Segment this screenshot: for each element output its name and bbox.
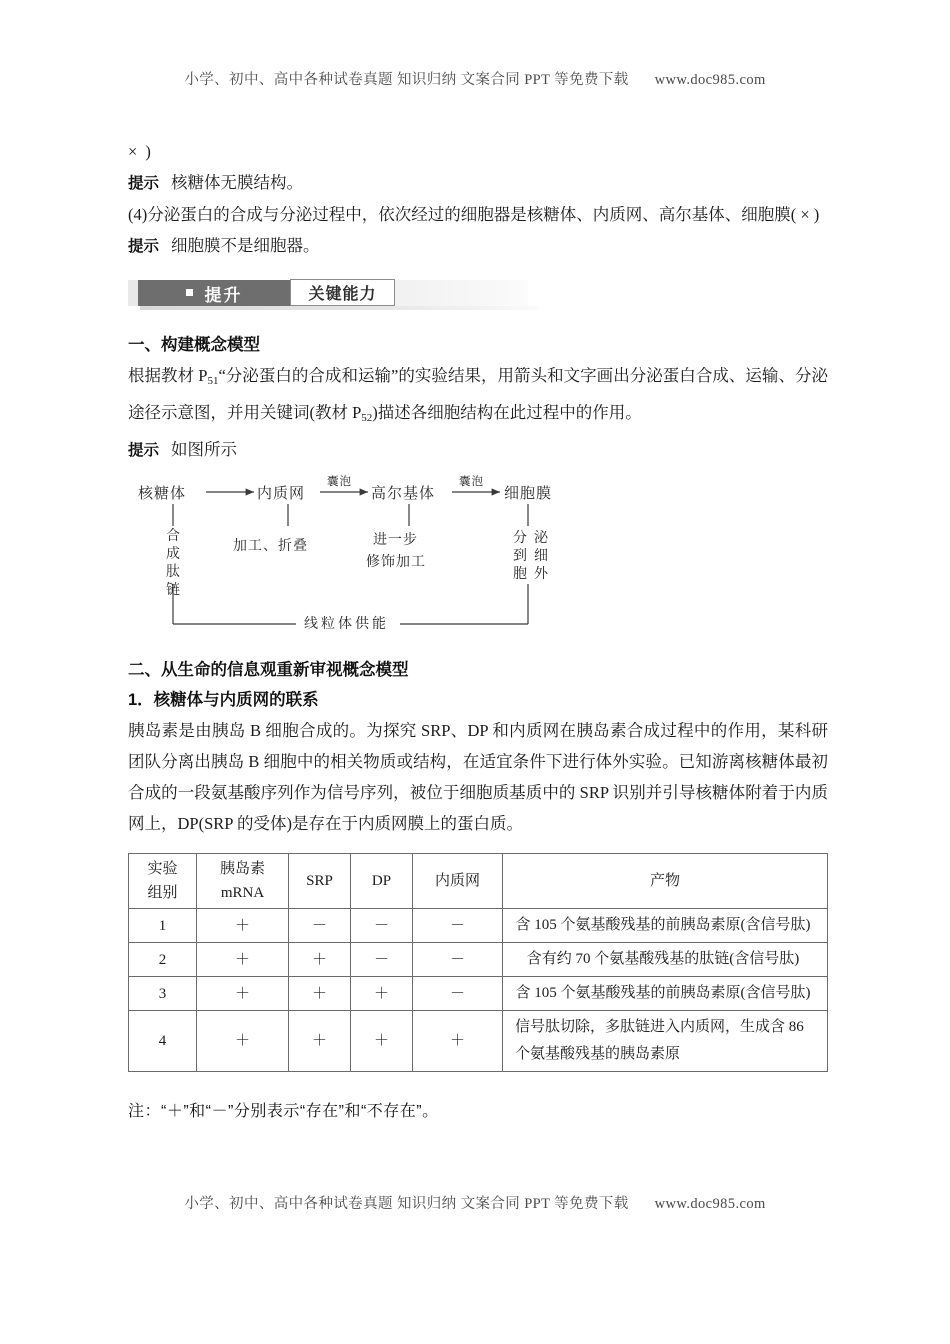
tip-line-3 — [128, 434, 828, 466]
table-header-row — [129, 854, 828, 909]
diagram-node-ribosome: 核糖体 — [138, 486, 187, 502]
textbook-page-51: 51 — [207, 375, 219, 387]
diagram-lines-svg — [128, 474, 828, 649]
cell-mrna: ＋ — [197, 943, 289, 977]
cell-mrna: ＋ — [197, 977, 289, 1011]
running-footer — [0, 1192, 950, 1213]
orphan-answer-line: × ) — [128, 142, 153, 161]
tip-text: 细胞膜不是细胞器。 — [171, 236, 320, 255]
banner-right-label: 关键能力 — [308, 286, 377, 303]
cell-er: － — [413, 943, 503, 977]
running-footer-url: www.doc985.com — [654, 1196, 766, 1212]
table-row — [129, 943, 828, 977]
header-group-line1: 实验 — [147, 861, 178, 877]
diagram-annotation-mitochondria: 线粒体供能 — [304, 617, 389, 632]
tip-text: 如图所示 — [171, 440, 238, 459]
cell-er: － — [413, 909, 503, 943]
cell-mrna: ＋ — [197, 909, 289, 943]
header-group — [129, 854, 197, 909]
diagram-arrow-label-vesicle-1: 囊泡 — [327, 476, 352, 488]
header-mrna-line2: mRNA — [220, 885, 265, 901]
cell-product: 含 105 个氨基酸残基的前胰岛素原(含信号肽) — [503, 909, 828, 943]
banner-left-label: 提升 — [204, 285, 243, 305]
para-part-3: )描述各细胞结构在此过程中的作用。 — [372, 403, 642, 422]
diagram-node-er: 内质网 — [257, 486, 306, 502]
diagram-annotation-golgi-role-line2: 修饰加工 — [366, 555, 426, 570]
cell-mrna: ＋ — [197, 1011, 289, 1072]
tip-text: 核糖体无膜结构。 — [171, 173, 304, 192]
cell-product: 信号肽切除，多肽链进入内质网，生成含 86 个氨基酸残基的胰岛素原 — [503, 1011, 828, 1072]
table-body — [129, 909, 828, 1072]
header-group-line2: 组别 — [147, 885, 178, 901]
para-part-1: 根据教材 P — [128, 366, 208, 385]
tip-label: 提示 — [128, 238, 160, 255]
table-row — [129, 977, 828, 1011]
banner-left-tab — [138, 280, 290, 306]
section-two-subheading: 1．核糖体与内质网的联系 — [128, 691, 319, 709]
textbook-page-52: 52 — [361, 412, 373, 424]
cell-er: － — [413, 977, 503, 1011]
diagram-annotation-er-role: 加工、折叠 — [233, 539, 308, 554]
cell-product: 含有约 70 个氨基酸残基的肽链(含信号肽) — [503, 943, 828, 977]
tip-label: 提示 — [128, 175, 160, 192]
header-mrna — [197, 854, 289, 909]
cell-group: 4 — [129, 1011, 197, 1072]
table-row — [129, 1011, 828, 1072]
table-row — [129, 909, 828, 943]
diagram-annotation-membrane-role-col1: 分到胞 — [513, 531, 527, 582]
tip-line-1 — [128, 167, 828, 199]
tip-label: 提示 — [128, 442, 160, 459]
running-header-url: www.doc985.com — [654, 72, 766, 88]
cell-group: 3 — [129, 977, 197, 1011]
cell-dp: － — [351, 909, 413, 943]
header-mrna-line1: 胰岛素 — [219, 861, 265, 877]
diagram-annotation-membrane-role-col2: 泌细外 — [534, 531, 548, 582]
diagram-node-golgi: 高尔基体 — [371, 486, 436, 502]
section-banner — [128, 280, 528, 310]
header-er: 内质网 — [413, 854, 503, 909]
cell-srp: ＋ — [289, 1011, 351, 1072]
running-footer-text: 小学、初中、高中各种试卷真题 知识归纳 文案合同 PPT 等免费下载 — [184, 1196, 629, 1212]
square-bullet-icon — [186, 289, 193, 296]
header-srp: SRP — [289, 854, 351, 909]
cell-dp: － — [351, 943, 413, 977]
cell-dp: ＋ — [351, 977, 413, 1011]
diagram-node-cell-membrane: 细胞膜 — [504, 486, 553, 502]
cell-srp: － — [289, 909, 351, 943]
secretory-protein-concept-diagram — [128, 474, 828, 649]
section-one-paragraph — [128, 360, 828, 434]
banner-shadow — [140, 306, 538, 310]
para-part-2: “分泌蛋白的合成和运输”的实验结果，用箭头和文字画出分泌蛋白合成、运输、分泌途径示意图，并用关键词(教材 P — [128, 366, 828, 422]
header-product: 产物 — [503, 854, 828, 909]
header-dp: DP — [351, 854, 413, 909]
tip-line-2 — [128, 230, 828, 262]
cell-group: 2 — [129, 943, 197, 977]
cell-group: 1 — [129, 909, 197, 943]
cell-srp: ＋ — [289, 943, 351, 977]
banner-right-tab — [290, 279, 395, 306]
question-item-4: (4)分泌蛋白的合成与分泌过程中，依次经过的细胞器是核糖体、内质网、高尔基体、细胞膜( × ) — [128, 205, 820, 224]
cell-product: 含 105 个氨基酸残基的前胰岛素原(含信号肽) — [503, 977, 828, 1011]
diagram-annotation-ribosome-role: 合成肽链 — [166, 529, 180, 598]
section-two-paragraph: 胰岛素是由胰岛 B 细胞合成的。为探究 SRP、DP 和内质网在胰岛素合成过程中的作用，某科研团队分离出胰岛 B 细胞中的相关物质或结构，在适宜条件下进行体外实验。已知游离核糖体最初合成的一段氨基酸序列作为信号序列，被位于细胞质基质中的 SRP 识别并引导核糖体附着于内质网上，DP(SRP 的受体)是存在于内质网膜上的蛋白质。 — [128, 721, 828, 833]
section-one-heading: 一、构建概念模型 — [128, 336, 260, 354]
experiment-table — [128, 853, 828, 1072]
cell-dp: ＋ — [351, 1011, 413, 1072]
section-two-heading: 二、从生命的信息观重新审视概念模型 — [128, 661, 409, 679]
running-header — [0, 68, 950, 89]
page-content — [128, 136, 828, 1121]
running-header-text: 小学、初中、高中各种试卷真题 知识归纳 文案合同 PPT 等免费下载 — [184, 72, 629, 88]
table-note: 注：“＋”和“－”分别表示“存在”和“不存在”。 — [128, 1103, 439, 1120]
diagram-annotation-golgi-role-line1: 进一步 — [373, 533, 418, 548]
diagram-arrow-label-vesicle-2: 囊泡 — [459, 476, 484, 488]
cell-er: ＋ — [413, 1011, 503, 1072]
cell-srp: ＋ — [289, 977, 351, 1011]
